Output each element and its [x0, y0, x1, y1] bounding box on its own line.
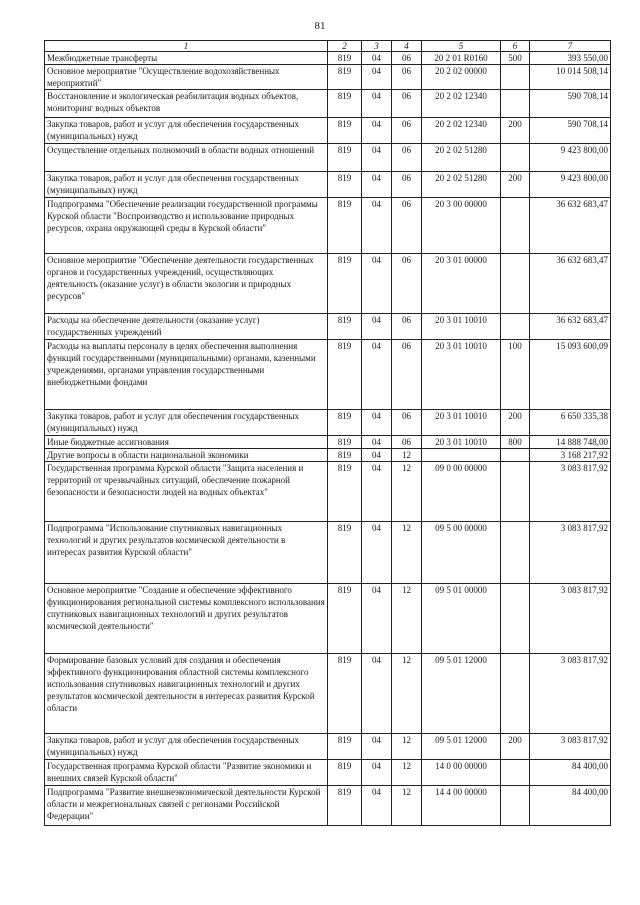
expense-type-cell: [501, 654, 530, 734]
amount-cell: 9 423 800,00: [530, 144, 611, 172]
target-article-cell: 20 3 01 00000: [422, 254, 501, 314]
header-col-4: 4: [392, 41, 422, 52]
page-number: 81: [314, 20, 326, 32]
item-name-cell: Другие вопросы в области национальной экономики: [45, 449, 328, 462]
grbs-code-cell: 819: [328, 522, 362, 584]
section-code-cell: 04: [362, 436, 392, 449]
subsection-code-cell: 12: [392, 522, 422, 584]
item-name-cell: Основное мероприятие "Создание и обеспечение эффективного функционирования региональной системы комплексного использования спутниковых навигационных технологий и других результатов космической деятельности": [45, 584, 328, 654]
subsection-code-cell: 06: [392, 198, 422, 254]
target-article-cell: 20 2 02 51280: [422, 172, 501, 198]
table-row: [45, 172, 611, 198]
expense-type-cell: [501, 584, 530, 654]
grbs-code-cell: 819: [328, 118, 362, 144]
expense-type-cell: 500: [501, 52, 530, 65]
amount-cell: 3 083 817,92: [530, 522, 611, 584]
grbs-code-cell: 819: [328, 254, 362, 314]
table-row: [45, 760, 611, 786]
subsection-code-cell: 06: [392, 410, 422, 436]
target-article-cell: 20 3 01 10010: [422, 340, 501, 410]
budget-table: [44, 40, 611, 826]
section-code-cell: 04: [362, 410, 392, 436]
subsection-code-cell: 12: [392, 449, 422, 462]
expense-type-cell: [501, 254, 530, 314]
header-col-3: 3: [362, 41, 392, 52]
subsection-code-cell: 12: [392, 760, 422, 786]
grbs-code-cell: 819: [328, 786, 362, 826]
expense-type-cell: 200: [501, 410, 530, 436]
target-article-cell: 20 2 02 00000: [422, 65, 501, 90]
subsection-code-cell: 06: [392, 340, 422, 410]
amount-cell: 10 014 508,14: [530, 65, 611, 90]
item-name-cell: Государственная программа Курской области "Защита населения и территорий от чрезвычайных ситуаций, обеспечение пожарной безопасности и безопасности людей на водных объектах": [45, 462, 328, 522]
section-code-cell: 04: [362, 144, 392, 172]
expense-type-cell: 100: [501, 340, 530, 410]
item-name-cell: Межбюджетные трансферты: [45, 52, 328, 65]
item-name-cell: Закупка товаров, работ и услуг для обеспечения государственных (муниципальных) нужд: [45, 172, 328, 198]
amount-cell: 3 083 817,92: [530, 584, 611, 654]
grbs-code-cell: 819: [328, 314, 362, 340]
expense-type-cell: [501, 522, 530, 584]
target-article-cell: 09 5 01 00000: [422, 584, 501, 654]
amount-cell: 14 888 748,00: [530, 436, 611, 449]
section-code-cell: 04: [362, 584, 392, 654]
grbs-code-cell: 819: [328, 760, 362, 786]
header-col-2: 2: [328, 41, 362, 52]
header-col-1: 1: [45, 41, 328, 52]
expense-type-cell: [501, 786, 530, 826]
target-article-cell: 09 5 01 12000: [422, 654, 501, 734]
table-row: [45, 118, 611, 144]
expense-type-cell: [501, 449, 530, 462]
subsection-code-cell: 06: [392, 144, 422, 172]
subsection-code-cell: 06: [392, 90, 422, 118]
grbs-code-cell: 819: [328, 410, 362, 436]
expense-type-cell: [501, 462, 530, 522]
table-row: [45, 52, 611, 65]
section-code-cell: 04: [362, 314, 392, 340]
target-article-cell: 20 2 02 51280: [422, 144, 501, 172]
expense-type-cell: [501, 65, 530, 90]
subsection-code-cell: 06: [392, 314, 422, 340]
target-article-cell: 09 5 00 00000: [422, 522, 501, 584]
amount-cell: 590 708,14: [530, 118, 611, 144]
amount-cell: 393 550,00: [530, 52, 611, 65]
item-name-cell: Основное мероприятие "Обеспечение деятельности государственных органов и государственных учреждений, осуществляющих деятельность (оказание услуг) в области экологии и природных ресурсов": [45, 254, 328, 314]
amount-cell: 36 632 683,47: [530, 254, 611, 314]
amount-cell: 3 083 817,92: [530, 654, 611, 734]
amount-cell: 3 083 817,92: [530, 734, 611, 760]
item-name-cell: Подпрограмма "Развитие внешнеэкономической деятельности Курской области и межрегиональных связей с регионами Российской Федерации": [45, 786, 328, 826]
subsection-code-cell: 06: [392, 254, 422, 314]
grbs-code-cell: 819: [328, 52, 362, 65]
section-code-cell: 04: [362, 340, 392, 410]
expense-type-cell: [501, 90, 530, 118]
item-name-cell: Государственная программа Курской области "Развитие экономики и внешних связей Курской области": [45, 760, 328, 786]
grbs-code-cell: 819: [328, 144, 362, 172]
grbs-code-cell: 819: [328, 65, 362, 90]
amount-cell: 3 083 817,92: [530, 462, 611, 522]
amount-cell: 84 400,00: [530, 760, 611, 786]
section-code-cell: 04: [362, 760, 392, 786]
target-article-cell: 20 3 01 10010: [422, 410, 501, 436]
target-article-cell: 20 3 01 10010: [422, 436, 501, 449]
table-row: [45, 410, 611, 436]
subsection-code-cell: 06: [392, 436, 422, 449]
amount-cell: 3 168 217,92: [530, 449, 611, 462]
target-article-cell: 20 2 02 12340: [422, 90, 501, 118]
target-article-cell: [422, 449, 501, 462]
subsection-code-cell: 06: [392, 118, 422, 144]
section-code-cell: 04: [362, 118, 392, 144]
header-col-7: 7: [530, 41, 611, 52]
item-name-cell: Формирование базовых условий для создания и обеспечения эффективного функционирования областной системы комплексного использования спутниковых навигационных технологий и других результатов космической деятельности в интересах развития Курской области: [45, 654, 328, 734]
item-name-cell: Основное мероприятие "Осуществление водохозяйственных мероприятий": [45, 65, 328, 90]
subsection-code-cell: 06: [392, 52, 422, 65]
grbs-code-cell: 819: [328, 90, 362, 118]
amount-cell: 36 632 683,47: [530, 198, 611, 254]
section-code-cell: 04: [362, 449, 392, 462]
expense-type-cell: [501, 144, 530, 172]
expense-type-cell: [501, 314, 530, 340]
grbs-code-cell: 819: [328, 198, 362, 254]
section-code-cell: 04: [362, 522, 392, 584]
subsection-code-cell: 06: [392, 172, 422, 198]
target-article-cell: 14 0 00 00000: [422, 760, 501, 786]
section-code-cell: 04: [362, 65, 392, 90]
subsection-code-cell: 06: [392, 65, 422, 90]
section-code-cell: 04: [362, 462, 392, 522]
table-row: [45, 436, 611, 449]
table-row: [45, 314, 611, 340]
table-row: [45, 786, 611, 826]
item-name-cell: Расходы на обеспечение деятельности (оказание услуг) государственных учреждений: [45, 314, 328, 340]
section-code-cell: 04: [362, 198, 392, 254]
expense-type-cell: 800: [501, 436, 530, 449]
subsection-code-cell: 12: [392, 734, 422, 760]
grbs-code-cell: 819: [328, 340, 362, 410]
subsection-code-cell: 12: [392, 786, 422, 826]
table-row: [45, 734, 611, 760]
table-row: [45, 90, 611, 118]
target-article-cell: 20 3 00 00000: [422, 198, 501, 254]
subsection-code-cell: 12: [392, 584, 422, 654]
section-code-cell: 04: [362, 734, 392, 760]
table-row: [45, 198, 611, 254]
grbs-code-cell: 819: [328, 449, 362, 462]
table-row: [45, 584, 611, 654]
section-code-cell: 04: [362, 654, 392, 734]
target-article-cell: 09 5 01 12000: [422, 734, 501, 760]
section-code-cell: 04: [362, 52, 392, 65]
table-row: [45, 340, 611, 410]
section-code-cell: 04: [362, 254, 392, 314]
item-name-cell: Восстановление и экологическая реабилитация водных объектов, мониторинг водных объектов: [45, 90, 328, 118]
target-article-cell: 09 0 00 00000: [422, 462, 501, 522]
item-name-cell: Подпрограмма "Обеспечение реализации государственной программы Курской области "Воспроизводство и использование природных ресурсов, охрана окружающей среды в Курской области": [45, 198, 328, 254]
amount-cell: 84 400,00: [530, 786, 611, 826]
target-article-cell: 20 3 01 10010: [422, 314, 501, 340]
table-row: [45, 449, 611, 462]
section-code-cell: 04: [362, 786, 392, 826]
header-col-5: 5: [422, 41, 501, 52]
section-code-cell: 04: [362, 172, 392, 198]
subsection-code-cell: 12: [392, 654, 422, 734]
item-name-cell: Закупка товаров, работ и услуг для обеспечения государственных (муниципальных) нужд: [45, 734, 328, 760]
target-article-cell: 20 2 02 12340: [422, 118, 501, 144]
grbs-code-cell: 819: [328, 436, 362, 449]
table-row: [45, 522, 611, 584]
item-name-cell: Закупка товаров, работ и услуг для обеспечения государственных (муниципальных) нужд: [45, 410, 328, 436]
header-col-6: 6: [501, 41, 530, 52]
header-row: [45, 41, 611, 52]
grbs-code-cell: 819: [328, 584, 362, 654]
item-name-cell: Расходы на выплаты персоналу в целях обеспечения выполнения функций государственными (муниципальными) органами, казенными учреждениями, органами управления государственными внебюджетными фондами: [45, 340, 328, 410]
section-code-cell: 04: [362, 90, 392, 118]
amount-cell: 590 708,14: [530, 90, 611, 118]
item-name-cell: Осуществление отдельных полномочий в области водных отношений: [45, 144, 328, 172]
expense-type-cell: [501, 198, 530, 254]
table-row: [45, 65, 611, 90]
table-row: [45, 654, 611, 734]
item-name-cell: Закупка товаров, работ и услуг для обеспечения государственных (муниципальных) нужд: [45, 118, 328, 144]
target-article-cell: 14 4 00 00000: [422, 786, 501, 826]
grbs-code-cell: 819: [328, 462, 362, 522]
expense-type-cell: [501, 760, 530, 786]
subsection-code-cell: 12: [392, 462, 422, 522]
grbs-code-cell: 819: [328, 734, 362, 760]
target-article-cell: 20 2 01 R0160: [422, 52, 501, 65]
expense-type-cell: 200: [501, 118, 530, 144]
expense-type-cell: 200: [501, 172, 530, 198]
amount-cell: 36 632 683,47: [530, 314, 611, 340]
amount-cell: 9 423 800,00: [530, 172, 611, 198]
expense-type-cell: 200: [501, 734, 530, 760]
table-row: [45, 144, 611, 172]
amount-cell: 15 093 600,09: [530, 340, 611, 410]
amount-cell: 6 650 335,38: [530, 410, 611, 436]
item-name-cell: Иные бюджетные ассигнования: [45, 436, 328, 449]
grbs-code-cell: 819: [328, 172, 362, 198]
table-row: [45, 462, 611, 522]
grbs-code-cell: 819: [328, 654, 362, 734]
item-name-cell: Подпрограмма "Использование спутниковых навигационных технологий и других результатов космической деятельности в интересах развития Курской области": [45, 522, 328, 584]
table-row: [45, 254, 611, 314]
